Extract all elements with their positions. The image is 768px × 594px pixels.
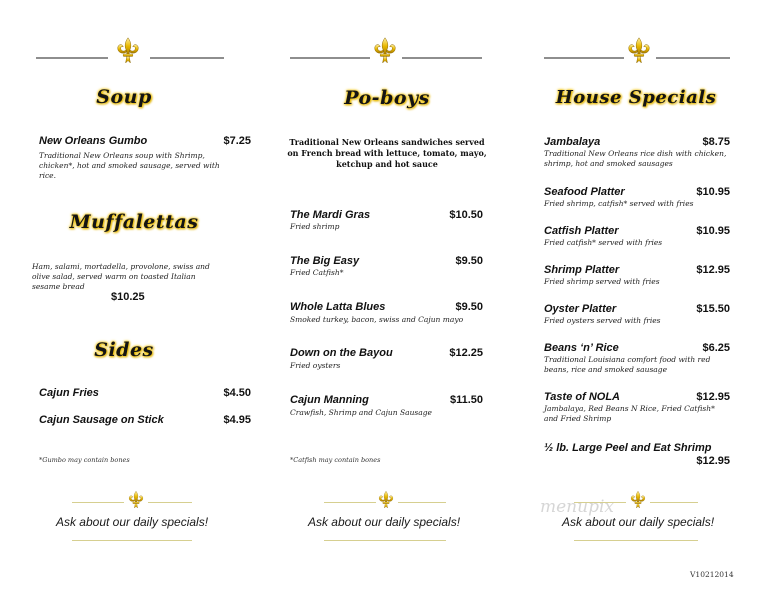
item-desc: Traditional Louisiana comfort food with red beans, rice and smoked sausage [544,355,711,374]
item-price: $4.95 [223,414,251,426]
top-divider [36,57,108,59]
column-house-specials [538,0,734,594]
item-price: $10.95 [696,225,730,237]
item-name: Cajun Manning [290,394,369,406]
version-code: V10212014 [690,570,734,579]
item-price: $6.25 [702,342,730,354]
top-divider [290,57,370,59]
item-price: $15.50 [696,303,730,315]
item-desc: Fried Catfish* [290,268,344,277]
item-desc: Fried oysters served with fries [544,316,661,325]
item-price: $8.75 [702,136,730,148]
item-desc: Jambalaya, Red Beans N Rice, Fried Catfish* and Fried Shrimp [544,404,715,423]
gold-divider [72,502,124,503]
top-divider [656,57,730,59]
menupix-watermark: menupix [540,497,614,517]
item-price: $12.25 [449,347,483,359]
item-price: $9.50 [455,301,483,313]
poboys-intro: Traditional New Orleans sandwiches served on French bread with lettuce, tomato, mayo, ketchup and hot sauce [287,137,487,169]
gold-divider [650,502,698,503]
daily-specials-text: Ask about our daily specials! [307,515,461,529]
column-soup-muffalettas-sides [32,0,251,594]
gold-divider [72,540,192,541]
item-name: Catfish Platter [544,225,619,237]
daily-specials-text: Ask about our daily specials! [561,515,715,529]
item-name: Whole Latta Blues [290,301,386,313]
item-name: Shrimp Platter [544,264,620,276]
house-specials-heading: House Specials [555,87,717,108]
item-name: Cajun Fries [39,387,99,399]
poboys-heading: Po-boys [344,87,430,109]
gold-divider [148,502,192,503]
catfish-note: *Catfish may contain bones [290,456,381,464]
item-name: Cajun Sausage on Stick [39,414,164,426]
gold-divider [574,502,626,503]
item-desc: Fried shrimp, catfish* served with fries [544,199,694,208]
fleur-de-lis-icon [630,489,646,511]
item-price: $10.95 [696,186,730,198]
fleur-de-lis-icon [373,35,397,67]
item-desc: Crawfish, Shrimp and Cajun Sausage [290,408,432,417]
top-divider [150,57,224,59]
item-name: Jambalaya [544,136,601,148]
item-desc: Smoked turkey, bacon, swiss and Cajun mayo [290,315,464,324]
fleur-de-lis-icon [627,35,651,67]
item-name: Seafood Platter [544,186,625,198]
item-price: $11.50 [449,394,483,406]
item-price: $9.50 [455,255,483,267]
item-name: Taste of NOLA [544,391,620,403]
top-divider [402,57,482,59]
gold-divider [324,502,376,503]
item-price: $10.50 [449,209,483,221]
item-desc: Traditional New Orleans soup with Shrimp, chicken*, hot and smoked sausage, served with rice. [39,151,220,180]
item-desc: Traditional New Orleans rice dish with chicken, shrimp, hot and smoked sausages [544,149,727,168]
item-name: The Mardi Gras [290,209,371,221]
item-price: $12.95 [696,391,730,403]
item-name: The Big Easy [290,255,360,267]
gold-divider [324,540,446,541]
item-price: $7.25 [223,135,251,147]
item-desc: Fried shrimp served with fries [544,277,660,286]
muffalettas-heading: Muffalettas [69,211,199,233]
item-name: Oyster Platter [544,303,617,315]
gumbo-note: *Gumbo may contain bones [39,456,130,464]
fleur-de-lis-icon [128,489,144,511]
item-price: $4.50 [223,387,251,399]
item-name: Beans ‘n’ Rice [544,342,619,354]
item-desc: Fried catfish* served with fries [544,238,663,247]
fleur-de-lis-icon [378,489,394,511]
gold-divider [398,502,446,503]
muffaletta-desc: Ham, salami, mortadella, provolone, swiss and olive salad, served warm on toasted Italian sesame bread [32,262,210,291]
fleur-de-lis-icon [116,35,140,67]
item-price: $12.95 [696,455,730,467]
daily-specials-text: Ask about our daily specials! [55,515,209,529]
item-desc: Fried shrimp [290,222,340,231]
item-desc: Fried oysters [290,361,341,370]
top-divider [544,57,624,59]
soup-heading: Soup [96,86,152,108]
sides-heading: Sides [94,339,154,361]
item-name: New Orleans Gumbo [39,135,148,147]
item-name: ½ lb. Large Peel and Eat Shrimp [544,442,712,454]
gold-divider [574,540,698,541]
item-price: $12.95 [696,264,730,276]
column-poboys [284,0,490,594]
muffaletta-price: $10.25 [111,291,145,303]
item-name: Down on the Bayou [290,347,393,359]
